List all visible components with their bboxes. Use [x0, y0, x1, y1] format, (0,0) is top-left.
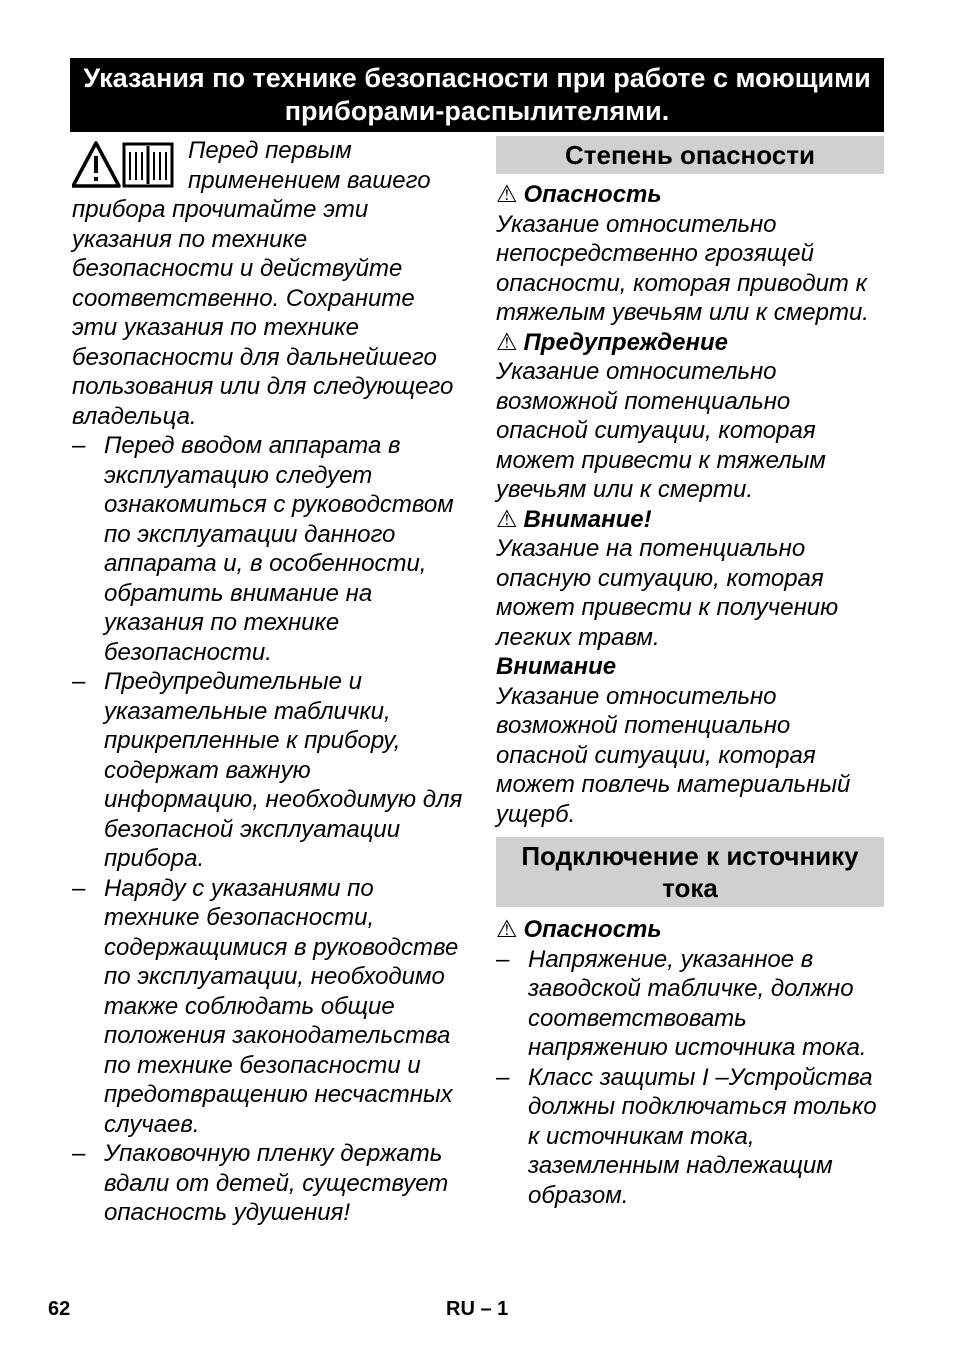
notice-entry [496, 652, 884, 829]
entry-label: Опасность [523, 181, 662, 208]
list-dash: – [72, 874, 86, 902]
entry-text: Указание относительно непосредственно грозящей опасности, которая приводит к тяжелым увечьям или к смерти. [496, 210, 869, 326]
entry-label: Предупреждение [523, 328, 728, 356]
intro-block [72, 136, 464, 431]
section-heading-power-connection: Подключение к источнику тока [496, 837, 884, 907]
list-item-text: Напряжение, указанное в заводской табличке, должно соответствовать напряжению источника тока. [528, 945, 867, 1061]
right-column [496, 136, 884, 1210]
power-danger-block [496, 915, 884, 1210]
manual-book-icon [124, 144, 172, 186]
warning-triangle-icon: ⚠ [496, 505, 518, 533]
page-number: 62 [48, 1298, 71, 1320]
list-dash: – [72, 668, 86, 695]
page-title: Указания по технике безопасности при работе с моющими приборами-распылителями. [70, 58, 884, 132]
list-item-text: Упаковочную пленку держать вдали от детей, существует опасность удушения! [104, 1140, 449, 1226]
list-item-text: Класс защиты I –Устройства должны подключаться только к источникам тока, заземленным надлежащим образом. [528, 1063, 877, 1209]
danger-entry [496, 180, 884, 328]
entry-text: Указание относительно возможной потенциально опасной ситуации, которая может повлечь материальный ущерб. [496, 682, 851, 828]
list-item [72, 667, 464, 874]
left-column [72, 136, 464, 1228]
list-item [72, 431, 464, 667]
entry-label: Опасность [523, 916, 662, 943]
entry-label: Внимание [496, 653, 617, 680]
list-dash: – [496, 945, 510, 973]
list-dash: – [496, 1063, 510, 1091]
entry-text: Указание на потенциально опасную ситуацию, которая может привести к получению легких травм. [496, 535, 839, 651]
list-dash: – [72, 432, 86, 459]
list-dash: – [72, 1140, 86, 1167]
warning-triangle-icon: ⚠ [496, 328, 518, 356]
list-item [496, 945, 884, 1063]
warning-triangle-icon: ⚠ [496, 181, 518, 208]
list-item-text: Предупредительные и указательные таблички, прикрепленные к прибору, содержат важную информацию, необходимую для безопасной эксплуатации прибора. [104, 668, 463, 872]
warning-triangle-icon [73, 143, 119, 186]
language-section-marker: RU – 1 [446, 1298, 509, 1320]
caution-entry [496, 505, 884, 653]
warning-and-manual-icons [72, 140, 176, 190]
section-heading-danger-level: Степень опасности [496, 136, 884, 174]
list-item [72, 874, 464, 1140]
list-item-text: Перед вводом аппарата в эксплуатацию следует ознакомиться с руководством по эксплуатации данного аппарата и, в особенности, обратить внимание на указания по технике безопасности. [104, 432, 454, 666]
list-item [72, 1139, 464, 1228]
list-item [496, 1063, 884, 1211]
intro-text: Перед первым применением вашего прибора прочитайте эти указания по технике безопасности и действуйте соответственно. Сохраните эти указания по технике безопасности для дальнейшего пользования или для следующего владельца. [72, 137, 454, 430]
warning-entry [496, 328, 884, 505]
warning-triangle-icon: ⚠ [496, 916, 518, 943]
entry-text: Указание относительно возможной потенциально опасной ситуации, которая может привести к тяжелым увечьям или к смерти. [496, 358, 826, 503]
entry-label: Внимание! [523, 505, 652, 533]
list-item-text: Наряду с указаниями по технике безопасности, содержащимися в руководстве по эксплуатации, необходимо также соблюдать общие положения законодательства по технике безопасности и предотвращению несчастных случаев. [104, 874, 459, 1138]
